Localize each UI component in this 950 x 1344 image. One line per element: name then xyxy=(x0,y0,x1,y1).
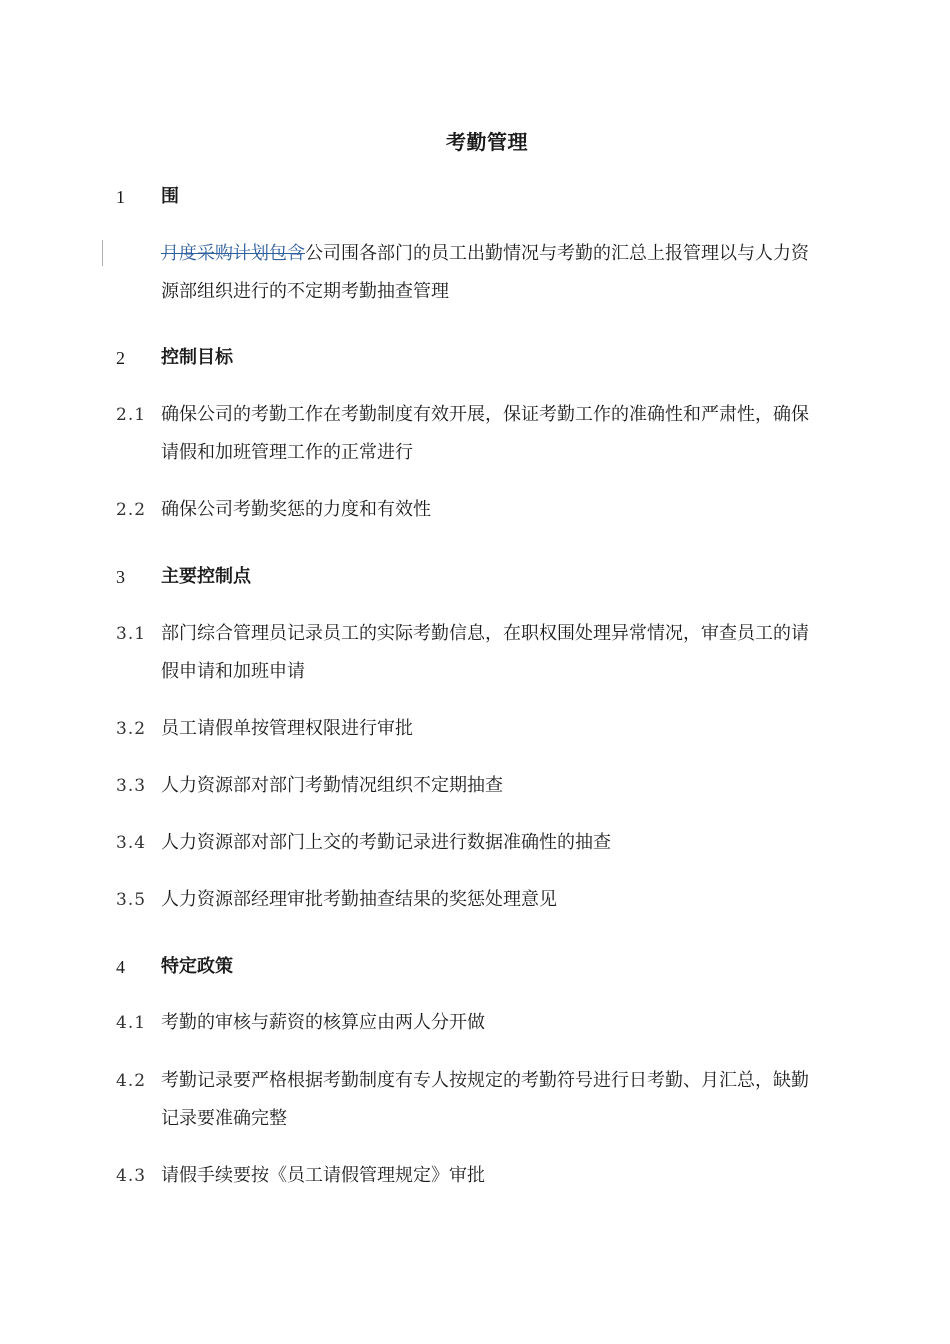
item-text-line1: 考勤记录要严格根据考勤制度有专人按规定的考勤符号进行日考勤、月汇总，缺勤 xyxy=(161,1070,809,1091)
document-title: 考勤管理 xyxy=(446,130,528,154)
paragraph-text xyxy=(161,235,861,273)
item-number: 3.1 xyxy=(116,624,147,644)
item-text-line1: 请假手续要按《员工请假管理规定》审批 xyxy=(161,1165,485,1186)
section-number: 4 xyxy=(116,957,126,977)
item-text-line1: 人力资源部对部门考勤情况组织不定期抽查 xyxy=(161,775,503,796)
section-title: 控制目标 xyxy=(161,347,233,368)
item-number: 3.3 xyxy=(116,776,147,796)
item-number: 4.2 xyxy=(116,1071,147,1091)
item-text-line1: 员工请假单按管理权限进行审批 xyxy=(161,718,413,739)
section-number: 2 xyxy=(116,348,126,368)
section-number: 1 xyxy=(116,187,126,207)
item-text-line2: 记录要准确完整 xyxy=(161,1108,287,1129)
item-number: 2.1 xyxy=(116,405,147,425)
section-number: 3 xyxy=(116,567,126,587)
section-title: 主要控制点 xyxy=(161,566,251,587)
item-number: 4.1 xyxy=(116,1013,147,1033)
item-number: 4.3 xyxy=(116,1166,147,1186)
section-title: 围 xyxy=(161,186,179,207)
item-text-line1: 人力资源部经理审批考勤抽查结果的奖惩处理意见 xyxy=(161,889,557,910)
item-number: 2.2 xyxy=(116,500,147,520)
item-number: 3.5 xyxy=(116,890,147,910)
item-text-line1: 确保公司考勤奖惩的力度和有效性 xyxy=(161,499,431,520)
item-text-line1: 部门综合管理员记录员工的实际考勤信息，在职权围处理异常情况，审查员工的请 xyxy=(161,623,809,644)
item-text-line2: 假申请和加班申请 xyxy=(161,661,305,682)
item-number: 3.2 xyxy=(116,719,147,739)
change-bar-marker xyxy=(102,240,103,266)
tracked-deletion-text: 月度采购计划包含 xyxy=(161,243,305,264)
item-number: 3.4 xyxy=(116,833,147,853)
item-text-line1: 确保公司的考勤工作在考勤制度有效开展，保证考勤工作的准确性和严肃性，确保 xyxy=(161,404,809,425)
item-text-line2: 请假和加班管理工作的正常进行 xyxy=(161,442,413,463)
paragraph-text-line2: 源部组织进行的不定期考勤抽查管理 xyxy=(161,281,449,302)
item-text-line1: 人力资源部对部门上交的考勤记录进行数据准确性的抽查 xyxy=(161,832,611,853)
section-title: 特定政策 xyxy=(161,956,233,977)
item-text-line1: 考勤的审核与薪资的核算应由两人分开做 xyxy=(161,1012,485,1033)
paragraph-text-line1: 公司围各部门的员工出勤情况与考勤的汇总上报管理以与人力资 xyxy=(305,243,809,264)
